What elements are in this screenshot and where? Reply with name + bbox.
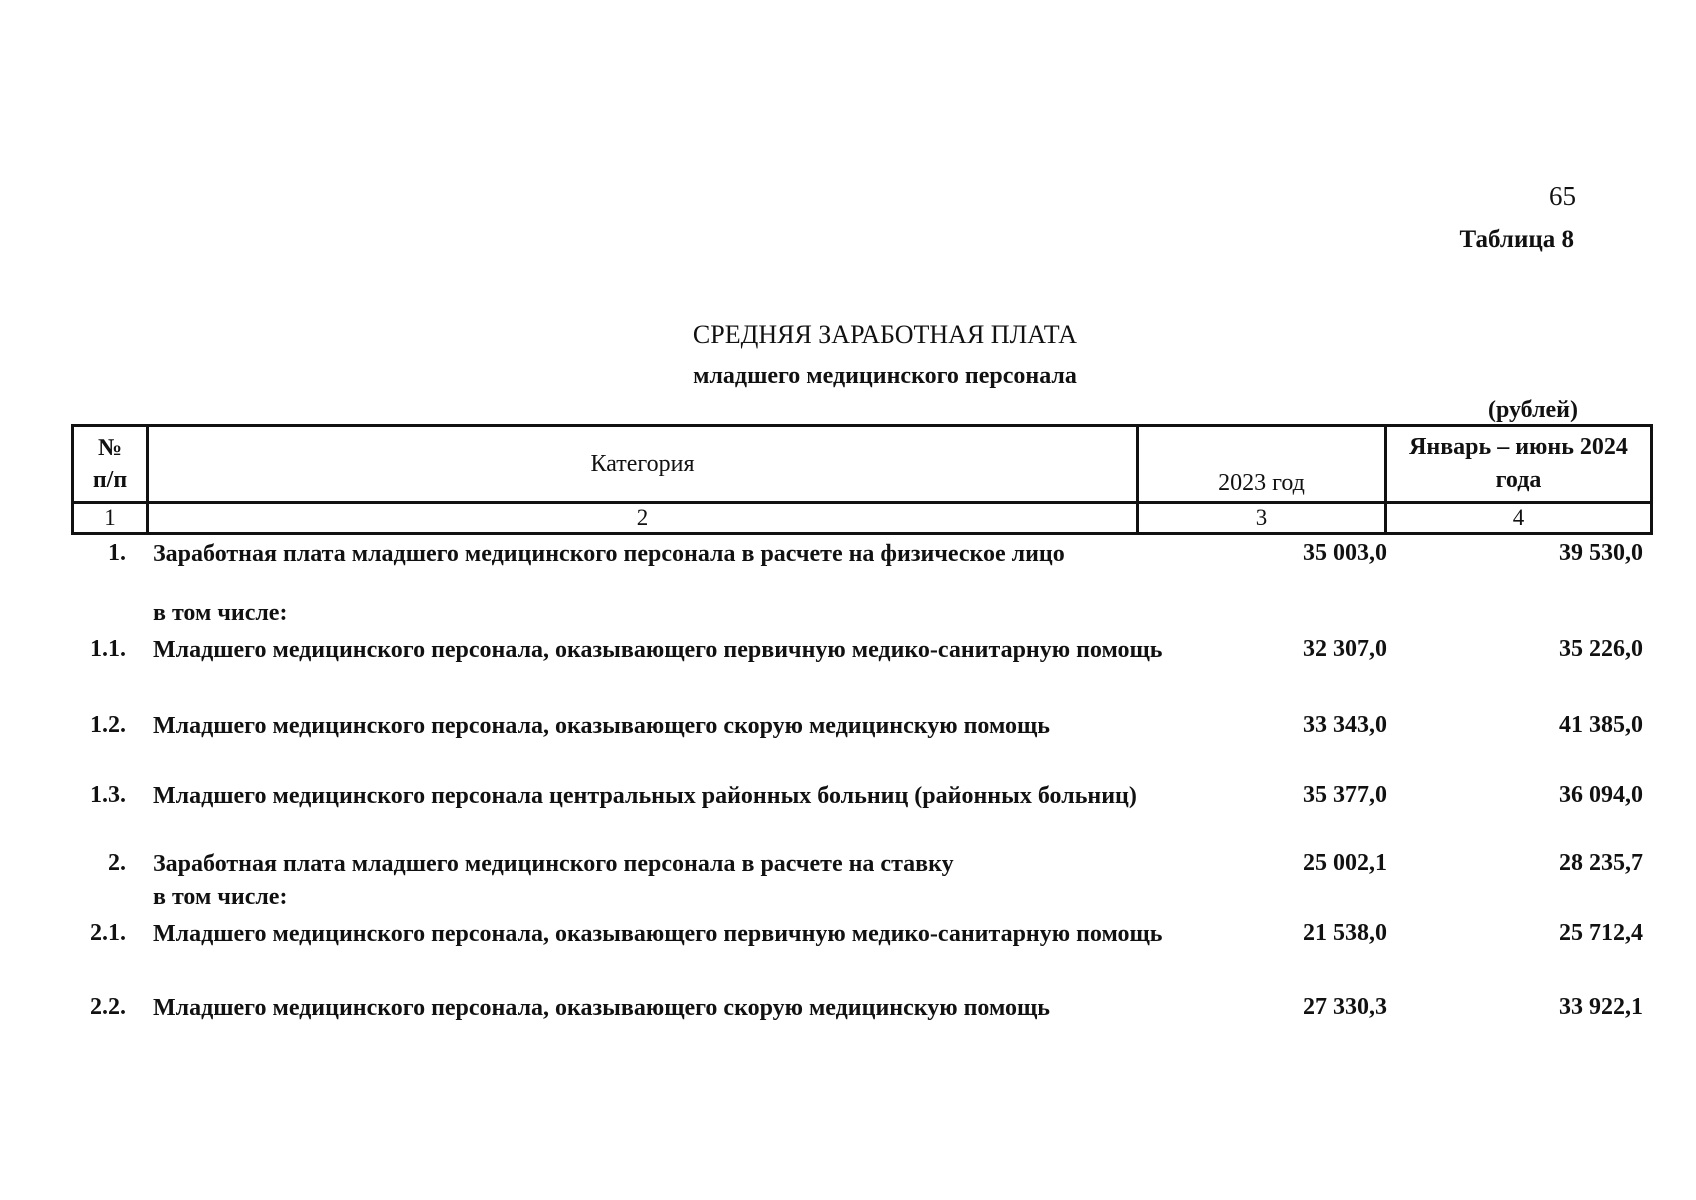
row-value-2023: 27 330,3 [1303,994,1387,1020]
row-value-2023: 33 343,0 [1303,712,1387,738]
including-note: в том числе: [153,884,288,910]
including-note: в том числе: [153,600,288,626]
row-category: Заработная плата младшего медицинского персонала в расчете на физическое лицо [153,541,1065,567]
row-value-2024: 25 712,4 [1559,920,1643,946]
row-category: Заработная плата младшего медицинского персонала в расчете на ставку [153,851,954,877]
row-number: 1.3. [90,782,126,808]
row-value-2024: 36 094,0 [1559,782,1643,808]
header-2024: Январь – июнь 2024 года [1409,434,1628,493]
row-value-2024: 28 235,7 [1559,850,1643,876]
header-number [74,427,149,501]
row-number: 1.1. [90,636,126,662]
table-title: СРЕДНЯЯ ЗАРАБОТНАЯ ПЛАТА [692,320,1078,349]
row-value-2023: 35 377,0 [1303,782,1387,808]
table-header [71,424,1653,535]
row-category: Младшего медицинского персонала центральных районных больниц (районных больниц) [153,783,1137,809]
row-category: Младшего медицинского персонала, оказывающего первичную медико-санитарную помощь [153,921,1163,947]
row-value-2023: 32 307,0 [1303,636,1387,662]
row-number: 2.1. [90,920,126,946]
units-label: (рублей) [1487,397,1578,423]
index-4: 4 [1512,505,1525,530]
header-2023: 2023 год [1139,427,1387,501]
row-category: Младшего медицинского персонала, оказывающего скорую медицинскую помощь [153,995,1050,1021]
page-number: 65 [1549,181,1576,211]
row-value-2023: 35 003,0 [1303,540,1387,566]
index-2: 2 [149,504,1139,532]
row-value-2024: 39 530,0 [1559,540,1643,566]
row-category: Младшего медицинского персонала, оказывающего первичную медико-санитарную помощь [153,637,1163,663]
table-subtitle: младшего медицинского персонала [693,363,1077,389]
header-row [74,427,1650,504]
table-label: Таблица 8 [1459,226,1574,253]
row-value-2024: 41 385,0 [1559,712,1643,738]
row-number: 2. [108,850,126,876]
row-value-2024: 35 226,0 [1559,636,1643,662]
index-3: 3 [1139,504,1387,532]
header-number-text: № п/п [92,435,128,493]
row-category: Младшего медицинского персонала, оказывающего скорую медицинскую помощь [153,713,1050,739]
header-category: Категория [149,427,1139,501]
row-value-2024: 33 922,1 [1559,994,1643,1020]
header-index-row [74,504,1650,532]
row-number: 1.2. [90,712,126,738]
index-1: 1 [74,504,149,532]
row-value-2023: 21 538,0 [1303,920,1387,946]
row-value-2023: 25 002,1 [1303,850,1387,876]
row-number: 1. [108,540,126,566]
row-number: 2.2. [90,994,126,1020]
